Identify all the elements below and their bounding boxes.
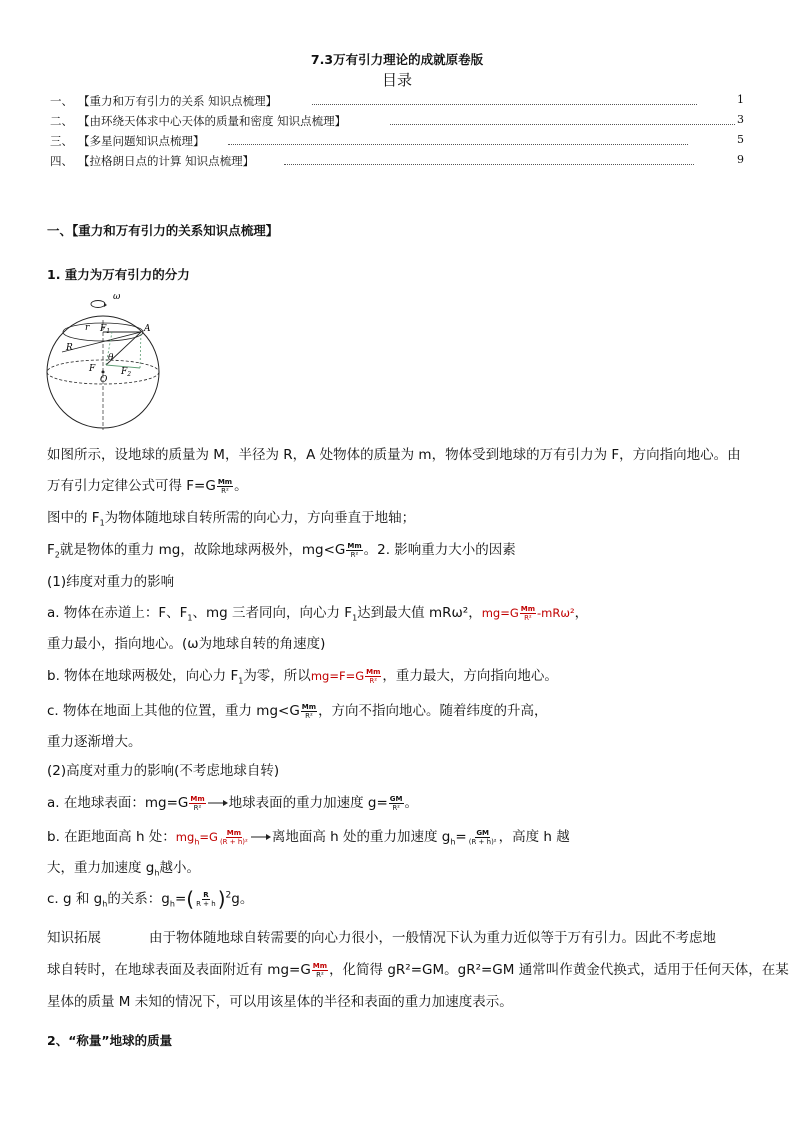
toc-entry[interactable] — [50, 113, 744, 131]
label-omega: ω — [113, 292, 121, 302]
paragraph: 重力最小，指向地心。(ω为地球自转的角速度) — [47, 636, 326, 652]
label-theta: θ — [108, 353, 114, 363]
paragraph: a. 在地球表面：mg=G $\frac{Mm}{\text{R²}}$ 地球表面的重力加速度 g= $\frac{GM}{\text{R²}}$ 。 — [47, 794, 419, 812]
fraction: $\frac{Mm}{\text{(R + h)²}}$ — [219, 828, 248, 846]
fraction: $\frac{R}{R + h}$ — [196, 890, 216, 908]
formula-highlight: mg=G $\frac{Mm}{\text{R²}}$ -mRω² — [481, 604, 575, 622]
rotation-arrow — [91, 301, 105, 308]
derivation-arrow — [250, 832, 272, 842]
paragraph: (1)纬度对重力的影响 — [47, 574, 175, 590]
paragraph: 大，重力加速度 $g_h$越小。 — [47, 860, 200, 878]
paragraph: 重力逐渐增大。 — [47, 734, 142, 750]
fraction: $\frac{Mm}{\text{R²}}$ — [520, 604, 536, 622]
label-F: F — [89, 364, 96, 374]
fraction: $\frac{Mm}{\text{R²}}$ — [347, 541, 362, 559]
parallelogram-side — [140, 332, 141, 368]
fraction: $\frac{Mm}{\text{R²}}$ — [190, 794, 205, 812]
radius-R — [62, 332, 141, 352]
fraction: $\frac{Mm}{\text{R²}}$ — [301, 702, 317, 720]
formula-highlight: mg=F=G $\frac{Mm}{\text{R²}}$ — [310, 667, 381, 685]
paragraph: 万有引力定律公式可得 F=G $\frac{Mm}{\text{R²}}$ 。 — [47, 477, 248, 495]
paragraph: b. 物体在地球两极处，向心力 $F_1$为零，所以mg=F=G $\frac{Mm}{\text{R²}}$ ，重力最大，方向指向地心。 — [47, 667, 558, 686]
toc-entry-number: 四、 — [50, 154, 73, 168]
paragraph: 图中的 $F_1$为物体随地球自转所需的向心力，方向垂直于地轴； — [47, 510, 416, 528]
toc-entry-label[interactable]: 【拉格朗日点的计算 知识点梳理】 — [78, 154, 255, 168]
label-F2: $F_2$ — [121, 367, 132, 378]
toc-entry-number: 三、 — [50, 134, 73, 148]
label-R: R — [66, 343, 73, 353]
toc-entry-number: 二、 — [50, 114, 73, 128]
toc-entry[interactable] — [50, 93, 744, 111]
subsection-heading: 2、“称量”地球的质量 — [47, 1033, 173, 1048]
toc-heading: 目录 — [381, 71, 412, 89]
fraction: $\frac{Mm}{\text{R²}}$ — [217, 477, 233, 495]
paragraph: 星体的质量 M 未知的情况下，可以用该星体的半径和表面的重力加速度表示。 — [47, 994, 513, 1010]
section-heading: 一、【重力和万有引力的关系知识点梳理】 — [47, 223, 279, 238]
label-F1: $F_1$ — [100, 324, 111, 335]
toc-entry-page: 1 — [737, 93, 744, 106]
toc-entry-label[interactable]: 【重力和万有引力的关系 知识点梳理】 — [78, 94, 278, 108]
toc-entry-page: 9 — [737, 153, 744, 166]
fraction: $\frac{GM}{\text{(R + h)²}}$ — [468, 828, 497, 846]
toc-entry[interactable] — [50, 153, 744, 171]
label-O: O — [100, 375, 108, 385]
toc-entry-number: 一、 — [50, 94, 73, 108]
paragraph: 球自转时，在地球表面及表面附近有 mg=G $\frac{Mm}{\text{R²}}$ ，化简得 gR²=GM。gR²=GM 通常叫作黄金代换式，适用于任何天体，在某 — [47, 961, 789, 979]
toc-leader — [284, 164, 694, 165]
paragraph: 知识拓展 由于物体随地球自转需要的向心力很小，一般情况下认为重力近似等于万有引力。因此不考虑地 — [47, 930, 716, 946]
toc-leader — [228, 144, 688, 145]
toc-entry[interactable] — [50, 133, 744, 151]
label-r: r — [85, 323, 90, 333]
toc-leader — [390, 124, 735, 125]
toc-entry-label[interactable]: 【由环绕天体求中心天体的质量和密度 知识点梳理】 — [78, 114, 347, 128]
fraction: $\frac{Mm}{\text{R²}}$ — [366, 667, 381, 685]
paragraph: b. 在距地面高 h 处：$mg_h=G$ $\frac{Mm}{\text{(R + h)²}}$ 离地面高 h 处的重力加速度 $g_h=$ $\frac{GM}{\text{(R + h)²}}$ ，高度 h 越 — [47, 828, 570, 847]
formula-highlight: $mg_h=G$ $\frac{Mm}{\text{(R + h)²}}$ — [175, 828, 248, 847]
paragraph: 如图所示，设地球的质量为 M，半径为 R，A 处物体的质量为 m，物体受到地球的万有引力为 F，方向指向地心。由 — [47, 447, 741, 463]
document-title: 7.3万有引力理论的成就原卷版 — [310, 52, 484, 67]
earth-gravity-diagram — [40, 290, 170, 430]
knowledge-extension-label: 知识拓展 — [47, 930, 101, 946]
toc-entry-page: 3 — [737, 113, 744, 126]
paragraph: (2)高度对重力的影响(不考虑地球自转) — [47, 763, 280, 779]
paragraph: $F_2$就是物体的重力 mg，故除地球两极外，mg<G $\frac{Mm}{\text{R²}}$ 。2. 影响重力大小的因素 — [47, 541, 516, 560]
subsection-heading: 1. 重力为万有引力的分力 — [47, 267, 190, 282]
rotation-arrow-head — [104, 303, 107, 307]
earth-center — [102, 371, 105, 374]
toc-entry-page: 5 — [737, 133, 744, 146]
label-A: A — [144, 324, 151, 334]
derivation-arrow — [207, 798, 229, 808]
paragraph: c. g 和 $g_h$的关系：$g_h=$( $\frac{R}{R + h}$ )$^2$g。 — [47, 887, 254, 911]
toc-leader — [312, 104, 697, 105]
paragraph: c. 物体在地面上其他的位置，重力 mg<G $\frac{Mm}{\text{R²}}$ ，方向不指向地心。随着纬度的升高， — [47, 702, 548, 720]
toc-entry-label[interactable]: 【多星问题知识点梳理】 — [78, 134, 205, 148]
fraction: $\frac{Mm}{\text{R²}}$ — [312, 961, 328, 979]
fraction: $\frac{GM}{\text{R²}}$ — [389, 794, 403, 812]
paragraph: a. 物体在赤道上：F、$F_1$、mg 三者同向，向心力 $F_1$达到最大值 mRω²，mg=G $\frac{Mm}{\text{R²}}$ -mRω²， — [47, 604, 589, 623]
